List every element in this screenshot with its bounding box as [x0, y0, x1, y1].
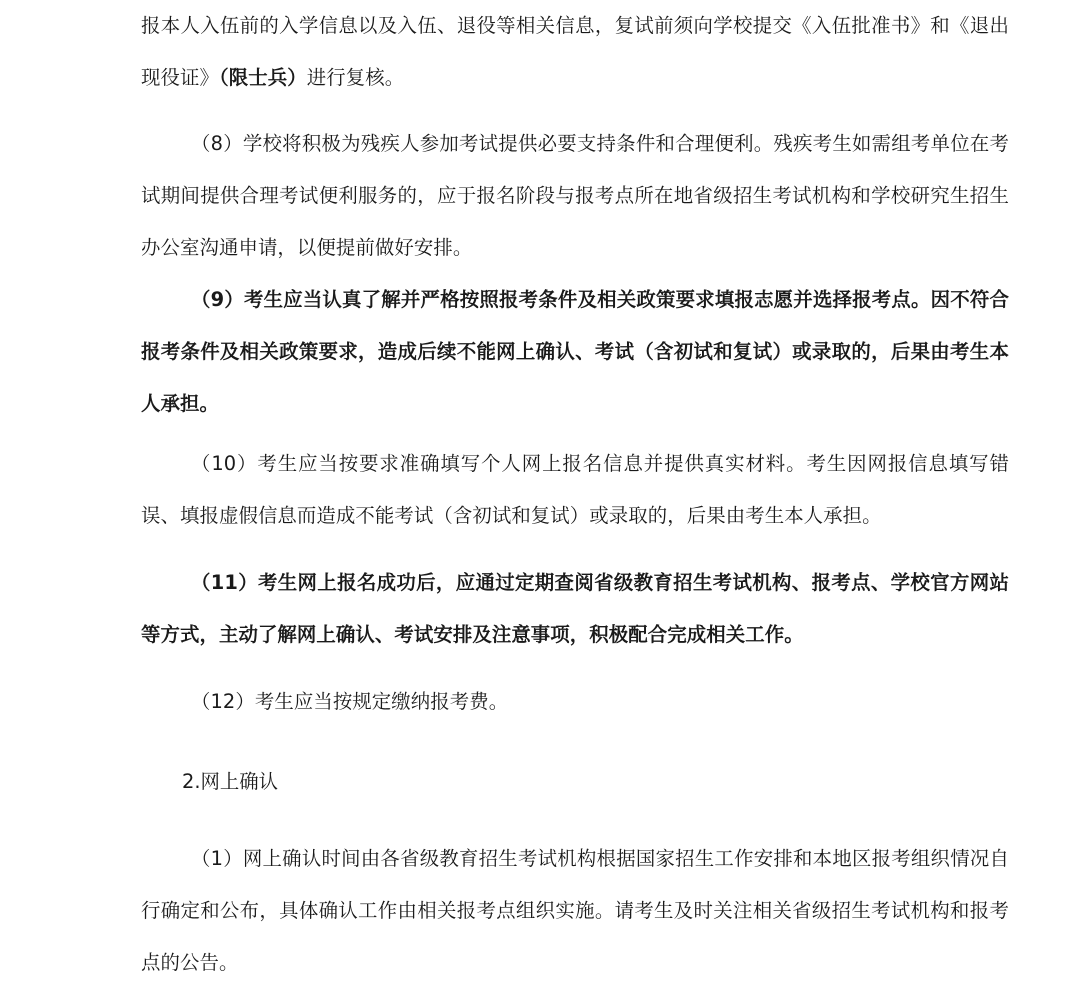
paragraph-text-end: 进行复核。: [306, 66, 405, 89]
bold-note-soldiers-only: （限士兵）: [218, 66, 307, 89]
paragraph-item-11: （11）考生网上报名成功后，应通过定期查阅省级教育招生考试机构、报考点、学校官方网站等方式，主动了解网上确认、考试安排及注意事项，积极配合完成相关工作。: [141, 571, 1009, 646]
paragraph-veteran-verification: [141, 0, 1009, 104]
paragraph-text: 报本人入伍前的入学信息以及入伍、退役等相关信息，复试前须向学校提交《入伍批准书》和《退出现役证》: [141, 14, 1009, 89]
paragraph-item-10: （10）考生应当按要求准确填写个人网上报名信息并提供真实材料。考生因网报信息填写错误、填报虚假信息而造成不能考试（含初试和复试）或录取的，后果由考生本人承担。: [141, 452, 1009, 527]
paragraph-item-12: （12）考生应当按规定缴纳报考费。: [191, 690, 509, 713]
paragraph-item-8: （8）学校将积极为残疾人参加考试提供必要支持条件和合理便利。残疾考生如需组考单位在考试期间提供合理考试便利服务的，应于报名阶段与报考点所在地省级招生考试机构和学校研究生招生办公室沟通申请，以便提前做好安排。: [141, 132, 1009, 259]
paragraph-item-9: （9）考生应当认真了解并严格按照报考条件及相关政策要求填报志愿并选择报考点。因不符合报考条件及相关政策要求，造成后续不能网上确认、考试（含初试和复试）或录取的，后果由考生本人承担。: [141, 288, 1009, 415]
paragraph-online-confirmation-1: （1）网上确认时间由各省级教育招生考试机构根据国家招生工作安排和本地区报考组织情况自行确定和公布，具体确认工作由相关报考点组织实施。请考生及时关注相关省级招生考试机构和报考点的公告。: [141, 847, 1009, 974]
section-heading-online-confirmation: 2.网上确认: [182, 770, 279, 793]
